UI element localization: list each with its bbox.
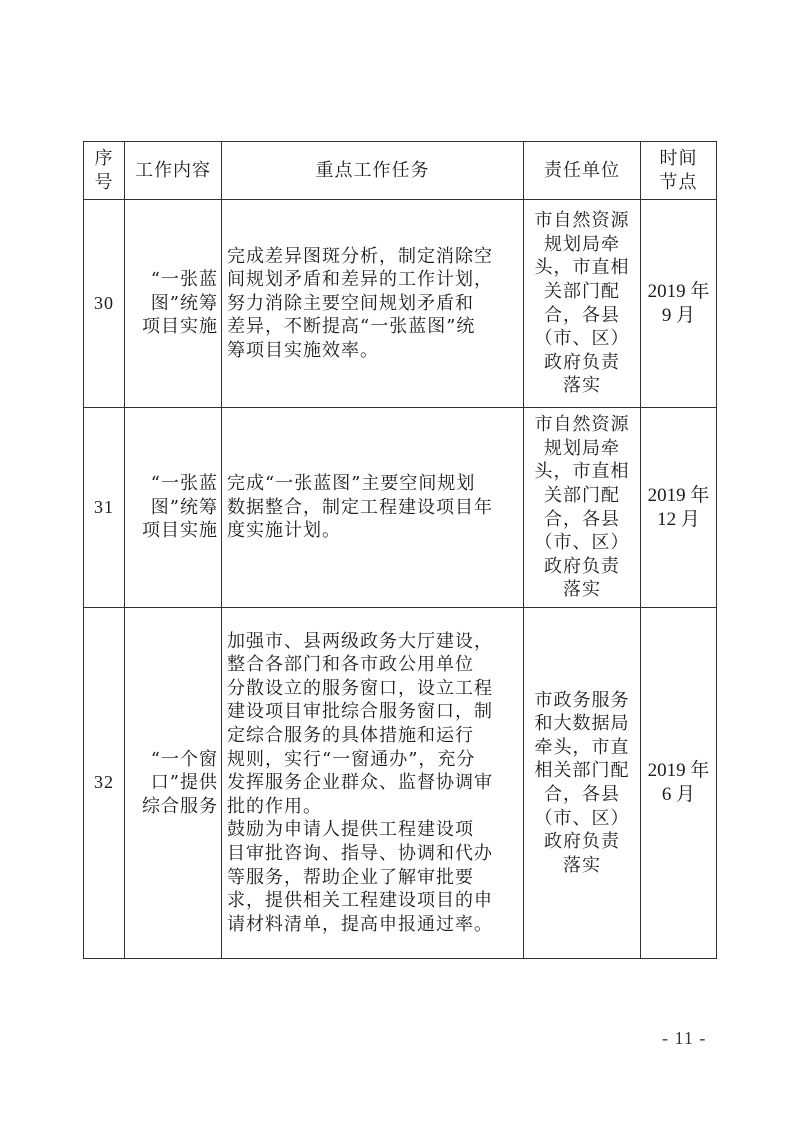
text-line: 建设项目审批综合服务窗口，制	[227, 701, 493, 723]
text-line: 定综合服务的具体措施和运行	[227, 725, 474, 747]
text-line: 政府负责	[544, 555, 620, 577]
text-line: 完成差异图斑分析，制定消除空	[227, 245, 493, 267]
row-work-content	[125, 608, 222, 959]
text-line: 求，提供相关工程建设项目的申	[227, 890, 493, 912]
row-time-node	[641, 200, 717, 408]
text-line: 整合各部门和各市政公用单位	[227, 654, 474, 676]
text-line: 合，各县	[544, 784, 620, 805]
text-line: 政府负责	[544, 351, 620, 373]
header-seq-line: 序	[94, 147, 114, 169]
header-work-content: 工作内容	[125, 142, 222, 200]
row-seq: 32	[84, 608, 125, 959]
header-responsible-unit: 责任单位	[524, 142, 641, 200]
header-seq	[84, 142, 125, 200]
text-line: 合，各县	[544, 304, 620, 326]
row-time-node	[641, 608, 717, 959]
text-line: 关部门配	[544, 484, 620, 506]
row-time-node	[641, 408, 717, 608]
text-line: “一张蓝	[150, 269, 218, 291]
text-line: 度实施计划。	[227, 520, 341, 542]
text-line: 关部门配	[544, 280, 620, 302]
text-line: 等服务，帮助企业了解审批要	[227, 866, 474, 888]
header-time-line: 时间	[659, 147, 698, 169]
text-line: 6 月	[661, 784, 696, 805]
table-row	[84, 608, 717, 959]
text-line: 数据整合，制定工程建设项目年	[227, 496, 493, 518]
row-key-tasks	[222, 200, 524, 408]
text-line: （市、区）	[534, 328, 630, 350]
text-line: 筹项目实施效率。	[227, 339, 379, 361]
text-line: 12 月	[657, 508, 700, 530]
text-line: 规划局牵	[544, 437, 620, 459]
text-line: 头，市直相	[534, 461, 630, 483]
table-row	[84, 408, 717, 608]
text-line: 市政务服务	[534, 689, 630, 711]
text-line: 市自然资源	[534, 210, 630, 232]
text-line: 政府负责	[544, 831, 620, 853]
text-line: 发挥服务企业群众、监督协调审	[227, 772, 493, 794]
text-line: 2019 年	[647, 484, 710, 506]
text-line: 规则，实行“一窗通办”，充分	[227, 748, 476, 770]
text-line: 头，市直相	[534, 257, 630, 279]
header-time-node	[641, 142, 717, 200]
row-responsible-unit	[524, 408, 641, 608]
text-line: 项目实施	[142, 520, 218, 542]
text-line: 鼓励为申请人提供工程建设项	[227, 819, 474, 841]
text-line: 2019 年	[647, 760, 710, 782]
work-plan-table	[83, 141, 717, 959]
text-line: “一张蓝	[150, 473, 218, 495]
text-line: 分散设立的服务窗口，设立工程	[227, 677, 493, 699]
row-work-content	[125, 408, 222, 608]
row-responsible-unit	[524, 200, 641, 408]
text-line: 目审批咨询、指导、协调和代办	[227, 842, 493, 864]
header-time-line: 节点	[659, 171, 698, 193]
text-line: 落实	[563, 579, 601, 601]
text-line: 完成“一张蓝图”主要空间规划	[227, 473, 476, 495]
row-seq: 30	[84, 200, 125, 408]
text-line: 口”提供	[150, 772, 218, 794]
text-line: “一个窗	[150, 748, 218, 770]
row-seq: 31	[84, 408, 125, 608]
text-line: 落实	[563, 854, 601, 876]
text-line: 努力消除主要空间规划矛盾和	[227, 292, 474, 314]
text-line: 牵头，市直	[534, 736, 630, 758]
header-seq-line: 号	[94, 171, 114, 193]
text-line: 项目实施	[142, 316, 218, 338]
text-line: 9 月	[661, 304, 696, 326]
text-line: 和大数据局	[534, 713, 630, 735]
header-key-tasks: 重点工作任务	[222, 142, 524, 200]
row-work-content	[125, 200, 222, 408]
text-line: 落实	[563, 375, 601, 397]
row-key-tasks	[222, 608, 524, 959]
text-line: （市、区）	[534, 532, 630, 554]
row-responsible-unit	[524, 608, 641, 959]
text-line: 图”统筹	[150, 496, 218, 518]
text-line: 差异，不断提高“一张蓝图”统	[227, 316, 476, 338]
text-line: （市、区）	[534, 807, 630, 829]
text-line: 市自然资源	[534, 414, 630, 436]
table-header-row	[84, 142, 717, 200]
text-line: 合，各县	[544, 508, 620, 530]
text-line: 规划局牵	[544, 233, 620, 255]
row-key-tasks	[222, 408, 524, 608]
text-line: 加强市、县两级政务大厅建设，	[227, 630, 493, 652]
text-line: 2019 年	[647, 280, 710, 302]
table-row	[84, 200, 717, 408]
text-line: 相关部门配	[534, 760, 630, 782]
text-line: 综合服务	[142, 795, 218, 817]
text-line: 批的作用。	[227, 795, 322, 817]
text-line: 请材料清单，提高申报通过率。	[227, 913, 493, 935]
text-line: 间规划矛盾和差异的工作计划，	[227, 269, 493, 291]
text-line: 图”统筹	[150, 292, 218, 314]
page-number: - 11 -	[662, 1028, 707, 1048]
